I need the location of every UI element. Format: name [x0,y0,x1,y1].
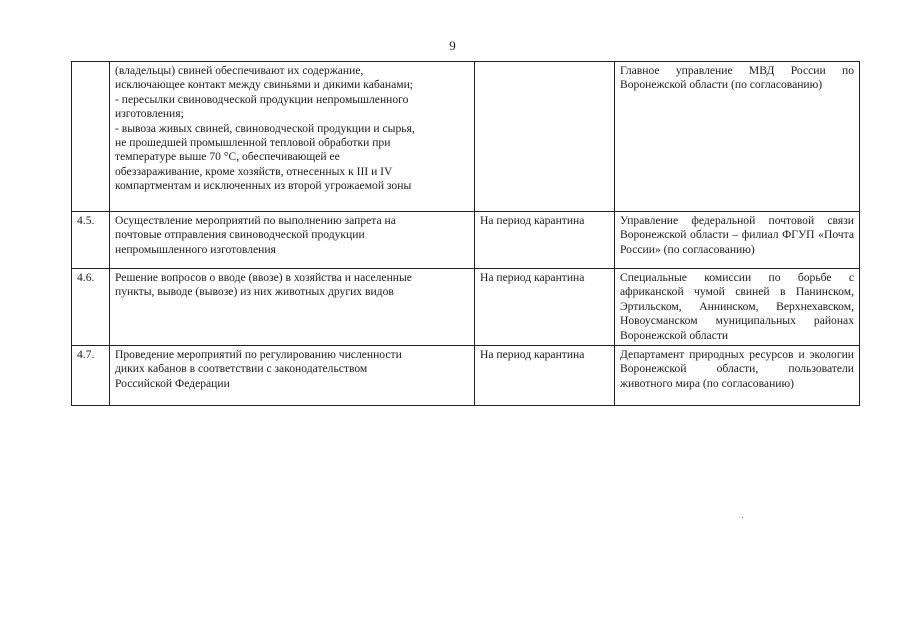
action-cell [110,212,475,269]
action-line: - пересылки свиноводческой продукции непромышленного [115,92,409,106]
action-line: - вывоза живых свиней, свиноводческой продукции и сырья, [115,121,415,135]
row-number: 4.6. [72,269,110,346]
period-cell: На период карантина [475,212,615,269]
period-cell [475,62,615,212]
row-number: 4.7. [72,346,110,406]
action-line: непромышленного изготовления [115,242,276,256]
action-cell [110,269,475,346]
action-line: компартментам и исключенных из второй угрожаемой зоны [115,179,412,193]
action-line: Проведение мероприятий по регулированию численности [115,348,402,362]
action-line: не прошедшей промышленной тепловой обработки при [115,136,391,150]
table-row [72,346,860,406]
row-number: 4.5. [72,212,110,269]
action-line: почтовые отправления свиноводческой продукции [115,228,365,242]
action-line: исключающее контакт между свиньями и дикими кабанами; [115,78,414,92]
action-line: Осуществление мероприятий по выполнению запрета на [115,214,396,227]
action-line: диких кабанов в соответствии с законодательством [115,362,368,376]
period-cell: На период карантина [475,269,615,346]
scan-speck [742,517,743,518]
table-row [72,212,860,269]
responsible-cell: Главное управление МВД России по Воронежской области (по согласованию) [615,62,860,212]
measures-table [71,61,860,406]
action-cell [110,346,475,406]
responsible-cell: Управление федеральной почтовой связи Воронежской области – филиал ФГУП «Почта России» (по согласованию) [615,212,860,269]
action-line: Решение вопросов о вводе (ввозе) в хозяйства и населенные [115,271,412,284]
action-line: обеззараживание, кроме хозяйств, отнесенных к III и IV [115,164,393,178]
responsible-cell: Специальные комиссии по борьбе с африканской чумой свиней в Панинском, Эртильском, Аннинском, Верхнехавском, Новоусманском муниципальных районах Воронежской области [615,269,860,346]
action-line: Российской Федерации [115,376,230,390]
table-row [72,269,860,346]
row-number [72,62,110,212]
action-line: пункты, выводе (вывозе) из них животных других видов [115,285,394,299]
table-row [72,62,860,212]
period-cell: На период карантина [475,346,615,406]
page-number: 9 [449,38,456,53]
action-cell [110,62,475,212]
action-line: температуре выше 70 °С, обеспечивающей ее [115,150,340,164]
action-line: (владельцы) свиней обеспечивают их содержание, [115,64,364,77]
responsible-cell: Департамент природных ресурсов и экологии Воронежской области, пользователи животного мира (по согласованию) [615,346,860,406]
action-line: изготовления; [115,107,184,121]
